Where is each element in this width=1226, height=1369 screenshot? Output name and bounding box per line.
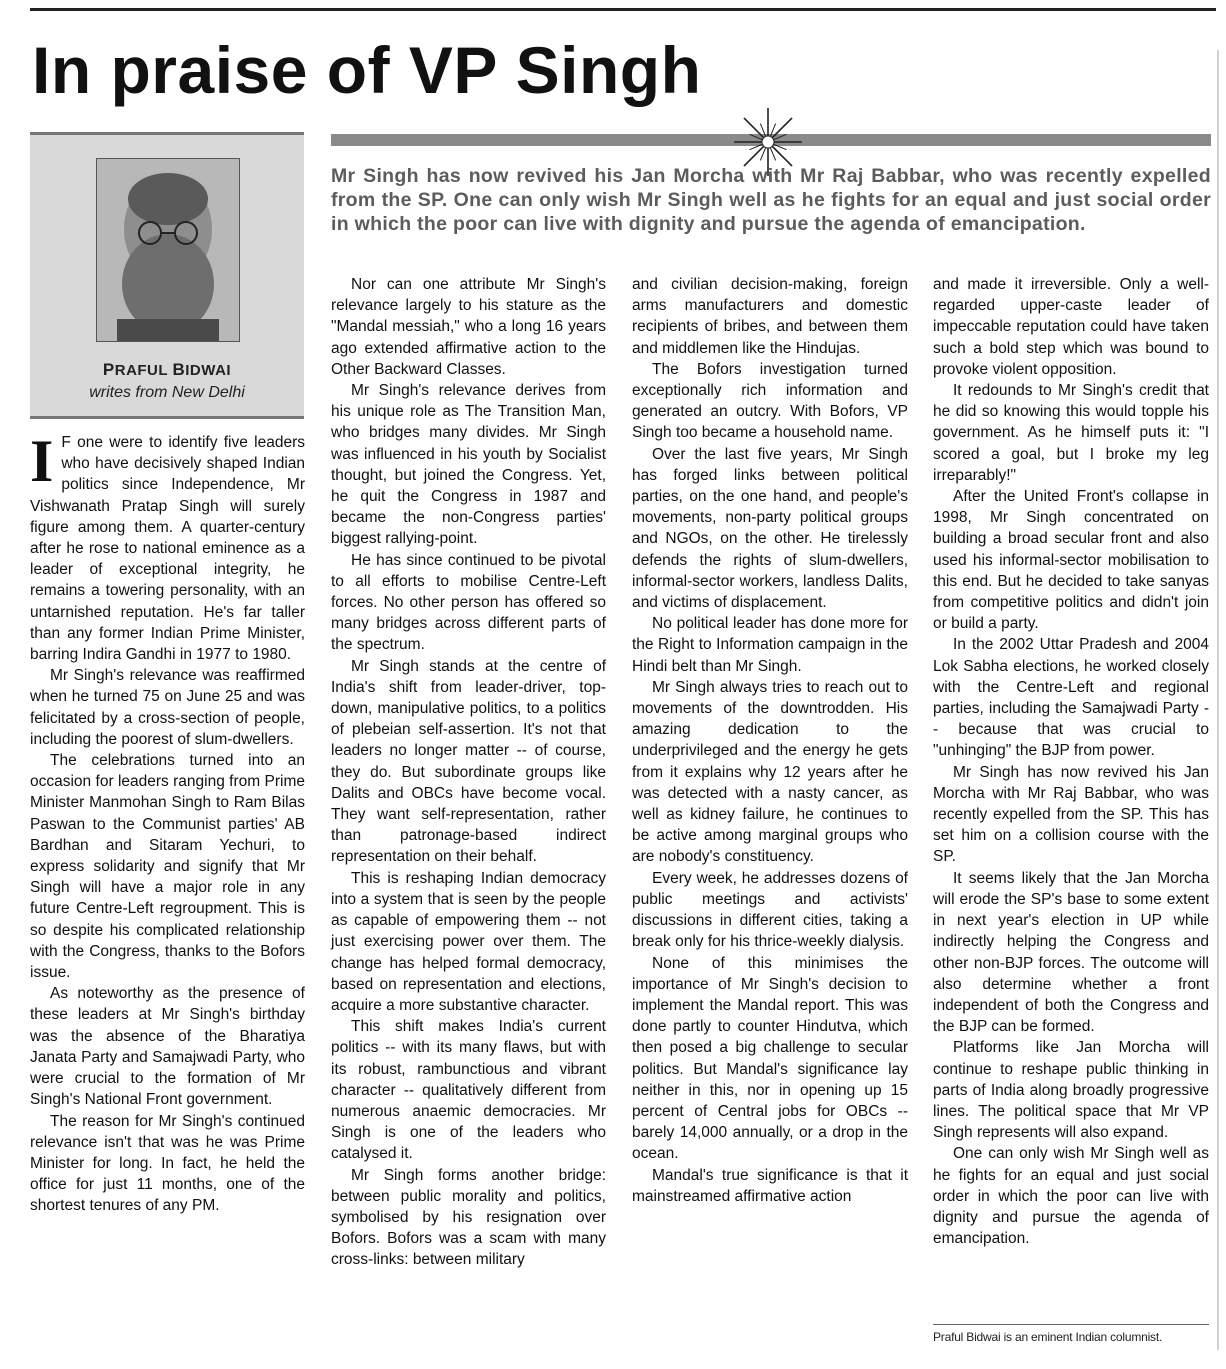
col1-para-5: The reason for Mr Singh's continued relevance isn't that was he was Prime Minister for long. In fact, he held the office for just 11 months, one of the shortest tenures of any PM. xyxy=(30,1112,305,1215)
author-box xyxy=(30,132,304,419)
pull-quote: Mr Singh has now revived his Jan Morcha with Mr Raj Babbar, who was recently expelled from the SP. One can only wish Mr Singh well as he fights for an equal and just social order in which the poor can live with dignity and pursue the agenda of emancipation. xyxy=(331,165,1211,235)
top-rule xyxy=(30,8,1216,11)
author-location: writes from New Delhi xyxy=(89,384,245,401)
author-name-initial: P xyxy=(102,360,115,379)
col4-para-5: Mr Singh has now revived his Jan Morcha with Mr Raj Babbar, who was recently expelled from the SP. This has set him on a collision course with the SP. xyxy=(933,763,1209,866)
col2-para-3: He has since continued to be pivotal to all efforts to mobilise Centre-Left forces. No other person has offered so many bridges across different parts of the spectrum. xyxy=(331,551,606,654)
col2-para-7: Mr Singh forms another bridge: between public morality and politics, symbolised by his resignation over Bofors. Bofors was a scam with many cross-links: between military xyxy=(331,1166,606,1269)
column-3 xyxy=(632,274,908,1207)
col3-para-1: and civilian decision-making, foreign arms manufacturers and domestic recipients of bribes, and between them and middlemen like the Hindujas. xyxy=(632,276,908,357)
col3-para-4: No political leader has done more for the Right to Information campaign in the Hindi belt than Mr Singh. xyxy=(632,615,908,675)
col2-para-6: This shift makes India's current politics -- with its many flaws, but with its robust, rambunctious and vibrant character -- qualitatively different from numerous anaemic democracies. Mr Singh is one of the leaders who catalysed it. xyxy=(331,1018,606,1163)
column-2 xyxy=(331,274,606,1271)
col3-para-7: None of this minimises the importance of Mr Singh's decision to implement the Mandal report. This was done partly to counter Hindutva, which then posed a big challenge to secular politics. But Mandal's significance lay neither in this, nor in opening up 15 percent of Central jobs for OBCs -- barely 14,000 annually, or a drop in the ocean. xyxy=(632,954,908,1163)
col4-para-3: After the United Front's collapse in 1998, Mr Singh concentrated on building a broad secular front and also used his informal-sector mobilisation to this end. But he decided to take sanyas from competitive politics and didn't join or build a party. xyxy=(933,488,1209,633)
col3-para-6: Every week, he addresses dozens of public meetings and activists' discussions in different cities, taking a break only for his thrice-weekly dialysis. xyxy=(632,869,908,951)
col3-para-3: Over the last five years, Mr Singh has forged links between political parties, on the one hand, and people's movements, non-party political groups and NGOs, on the other. He tirelessly defends the rights of slum-dwellers, informal-sector workers, landless Dalits, and victims of displacement. xyxy=(632,445,908,612)
col3-para-5: Mr Singh always tries to reach out to movements of the downtrodden. His amazing dedication to the underprivileged and the energy he gets from it explains why 12 years after he was detected with a nasty cancer, as well as kidney failure, he continues to be active among marginal groups who are nobody's constituency. xyxy=(632,678,908,866)
author-photo xyxy=(96,158,240,342)
col4-para-4: In the 2002 Uttar Pradesh and 2004 Lok Sabha elections, he worked closely with the Centre-Left and regional parties, including the Samajwadi Party -- because that was crucial to "unhinging" the BJP from power. xyxy=(933,636,1209,760)
drop-cap: I xyxy=(30,428,54,494)
col4-para-2: It redounds to Mr Singh's credit that he did so knowing this would topple his government. As he himself puts it: "I scored a goal, but I broke my leg irreparably!" xyxy=(933,382,1209,484)
col2-para-1: Nor can one attribute Mr Singh's relevance largely to his stature as the "Mandal messiah," who a long 16 years ago extended affirmative action to the Other Backward Classes. xyxy=(331,276,606,378)
footnote-rule xyxy=(933,1324,1209,1325)
col3-para-2: The Bofors investigation turned exceptionally rich information and generated an outcry. With Bofors, VP Singh too became a household name. xyxy=(632,360,908,442)
col1-para-4: As noteworthy as the presence of these leaders at Mr Singh's birthday was the absence of the Bharatiya Janata Party and Samajwadi Party, who were crucial to the formation of Mr Singh's National Front government. xyxy=(30,985,305,1109)
author-surname-rest: IDWAI xyxy=(185,362,232,379)
col4-para-6: It seems likely that the Jan Morcha will erode the SP's base to some extent in next year's election in UP while indirectly helping the Congress and other non-BJP forces. The outcome will also determine whether a front independent of both the Congress and the BJP can be formed. xyxy=(933,869,1209,1036)
author-name-rest: RAFUL xyxy=(114,362,168,379)
col2-para-4: Mr Singh stands at the centre of India's shift from leader-driver, top-down, manipulative politics, to a politics of plebeian self-assertion. It's not that leaders no longer matter -- of course, they do. But subordinate groups like Dalits and OBCs have become vocal. They want self-representation, rather than patronage-based indirect representation on their behalf. xyxy=(331,657,606,866)
col2-para-2: Mr Singh's relevance derives from his unique role as The Transition Man, who bridges many divides. Mr Singh was influenced in his youth by Socialist thought, but joined the Congress. Yet, he quit the Congress in 1987 and became the non-Congress parties' biggest rallying-point. xyxy=(331,382,606,548)
starburst-center xyxy=(762,136,774,148)
col4-para-7: Platforms like Jan Morcha will continue to reshape public thinking in parts of India along broadly progressive lines. The political space that Mr VP Singh represents will also expand. xyxy=(933,1039,1209,1142)
col3-para-8: Mandal's true significance is that it mainstreamed affirmative action xyxy=(632,1166,908,1205)
column-1 xyxy=(30,428,305,1217)
col1-para-3: The celebrations turned into an occasion for leaders ranging from Prime Minister Manmohan Singh to Ram Bilas Paswan to the Communist parties' AB Bardhan and Sitaram Yechuri, to express solidarity and signify that Mr Singh will have a major role in any future Centre-Left regroupment. This is so despite his complicated relationship with the Congress, thanks to the Bofors issue. xyxy=(30,752,305,982)
footnote: Praful Bidwai is an eminent Indian columnist. xyxy=(933,1330,1163,1344)
col1-para-1-text: F one were to identify five leaders who have decisively shaped Indian politics since Independence, Mr Vishwanath Pratap Singh will surely figure among them. A quarter-century after he rose to national eminence as a leader of exceptional integrity, he remains a towering personality, with an untarnished reputation. He's far taller than any former Indian Prime Minister, barring Indira Gandhi in 1977 to 1980. xyxy=(30,434,305,664)
col4-para-1: and made it irreversible. Only a well-regarded upper-caste leader of impeccable reputation could have taken such a bold step which was bound to provoke violent opposition. xyxy=(933,276,1209,378)
col1-para-2: Mr Singh's relevance was reaffirmed when he turned 75 on June 25 and was felicitated by a cross-section of people, including the poorest of slum-dwellers. xyxy=(30,667,305,748)
column-4 xyxy=(933,274,1209,1249)
col1-para-1 xyxy=(30,428,305,665)
author-surname-initial: B xyxy=(172,360,186,379)
headline: In praise of VP Singh xyxy=(32,33,702,107)
col2-para-5: This is reshaping Indian democracy into a system that is seen by the people as capable of empowering them -- not just exercising power over them. The change has helped formal democracy, based on representation and elections, acquire a more substantive character. xyxy=(331,869,606,1014)
author-name xyxy=(30,360,304,380)
col4-para-8: One can only wish Mr Singh well as he fights for an equal and just social order in which the poor can live with dignity and pursue the agenda of emancipation. xyxy=(933,1145,1209,1248)
right-rule xyxy=(1217,50,1219,1350)
